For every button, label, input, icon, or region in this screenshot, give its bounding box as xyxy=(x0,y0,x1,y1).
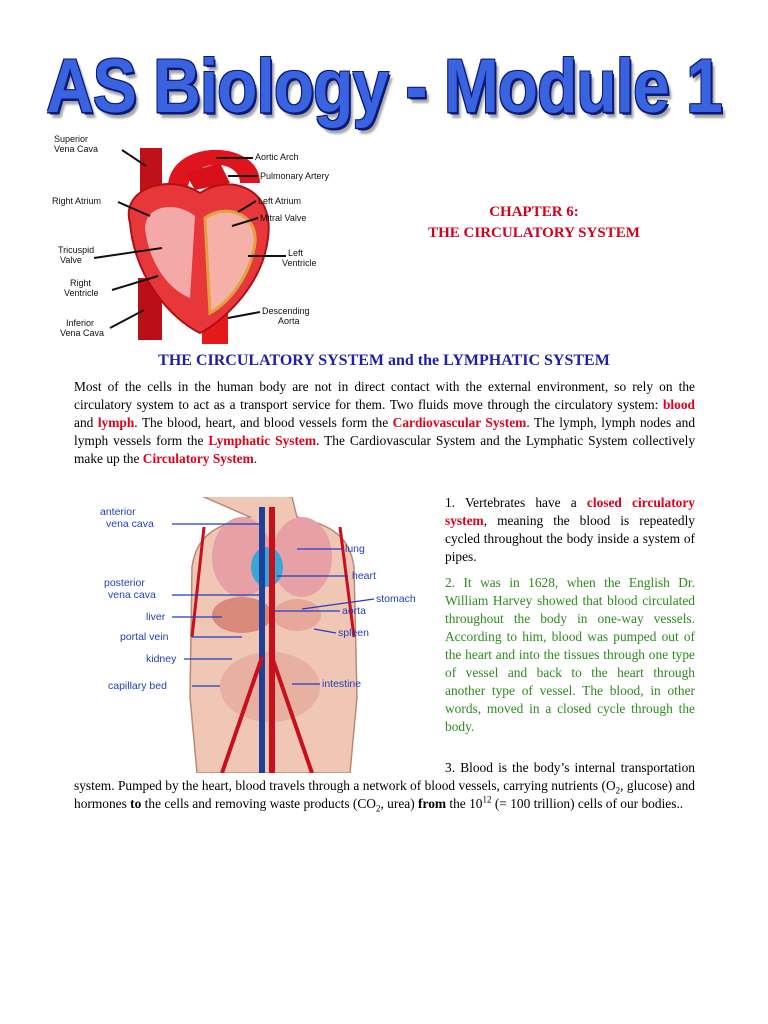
label-stomach: stomach xyxy=(376,593,416,605)
point-3-text-a: 3. Blood is the body’s internal transportation system. Pumped by the heart, blood travels through a network of blood vessels, carrying nutrients (O xyxy=(74,760,695,793)
chapter-number: CHAPTER 6: xyxy=(489,204,579,220)
point-3-text-d: , urea) xyxy=(380,796,419,811)
intro-text-4: . The Cardiovascular System and the Lymphatic System collectively make up the xyxy=(74,433,696,466)
label-inferior-vena-cava-2: Vena Cava xyxy=(60,328,105,338)
label-anterior-2: vena cava xyxy=(106,518,154,530)
body-circulation-diagram xyxy=(92,497,432,773)
label-left-ventricle-1: Left xyxy=(288,248,304,258)
label-posterior-2: vena cava xyxy=(108,589,156,601)
label-heart: heart xyxy=(352,570,376,582)
intro-text-3: . The lymph, lymph nodes and lymph vessels form the xyxy=(74,415,696,448)
point-3-text-b: , glucose) and hormones xyxy=(74,778,695,811)
point-1-text-a: 1. Vertebrates have a xyxy=(445,495,587,510)
label-liver: liver xyxy=(146,611,166,623)
label-portal-vein: portal vein xyxy=(120,631,169,643)
label-lung: lung xyxy=(345,543,365,555)
label-anterior-1: anterior xyxy=(100,506,136,518)
label-left-ventricle-2: Ventricle xyxy=(282,258,317,268)
intro-text-and: and xyxy=(74,415,98,430)
point-3-text-f: (= 100 trillion) cells of our bodies.. xyxy=(491,796,684,811)
stomach-shape xyxy=(273,599,321,631)
label-kidney: kidney xyxy=(146,653,177,665)
label-right-atrium: Right Atrium xyxy=(52,196,102,206)
label-superior-vena-cava-2: Vena Cava xyxy=(54,144,99,154)
o2-subscript: 2 xyxy=(615,785,621,796)
term-lymphatic-system: Lymphatic System xyxy=(208,433,317,448)
label-capillary-bed: capillary bed xyxy=(108,680,167,692)
chapter-title: THE CIRCULATORY SYSTEM xyxy=(428,225,640,241)
intro-text-5: . xyxy=(253,451,258,466)
point-3-text-c: the cells and removing waste products (CO xyxy=(141,796,376,811)
label-inferior-vena-cava-1: Inferior xyxy=(66,318,95,328)
term-closed-circulatory-system: closed circulatory system xyxy=(445,495,695,528)
co2-subscript: 2 xyxy=(375,803,381,814)
heart-shape xyxy=(251,547,283,587)
label-tricuspid-valve-2: Valve xyxy=(60,255,82,265)
term-blood: blood xyxy=(662,397,695,412)
term-cardiovascular-system: Cardiovascular System xyxy=(392,415,527,430)
bold-from: from xyxy=(418,796,447,811)
label-intestine: intestine xyxy=(322,678,362,690)
intro-text-2: . The blood, heart, and blood vessels form the xyxy=(134,415,393,430)
exponent-12: 12 xyxy=(482,794,492,805)
label-tricuspid-valve-1: Tricuspid xyxy=(58,245,95,255)
heart-diagram xyxy=(50,128,350,348)
point-3 xyxy=(74,759,695,813)
intro-text-1: Most of the cells in the human body are not in direct contact with the external environment, so rely on the circulatory system to act as a transport service for them. Two fluids move through the circulatory system: xyxy=(74,379,695,412)
label-right-ventricle-2: Ventricle xyxy=(64,288,99,298)
label-right-ventricle-1: Right xyxy=(70,278,92,288)
term-circulatory-system: Circulatory System xyxy=(142,451,254,466)
left-chamber-shape xyxy=(205,211,255,313)
label-spleen: spleen xyxy=(338,627,369,639)
point-1-text-b: , meaning the blood is repeatedly cycled throughout the body inside a system of pipes. xyxy=(445,513,695,564)
label-descending-aorta-1: Descending xyxy=(262,306,310,316)
point-3-text-e: the 10 xyxy=(446,796,483,811)
term-lymph: lymph xyxy=(97,415,135,430)
label-descending-aorta-2: Aorta xyxy=(278,316,300,326)
chapter-heading xyxy=(350,202,718,244)
label-superior-vena-cava-1: Superior xyxy=(54,134,89,144)
label-pulmonary-artery: Pulmonary Artery xyxy=(260,171,330,181)
label-posterior-1: posterior xyxy=(104,577,145,589)
label-left-atrium: Left Atrium xyxy=(258,196,302,206)
bold-to: to xyxy=(130,796,142,811)
left-lung-shape xyxy=(272,517,332,597)
section-heading: THE CIRCULATORY SYSTEM and the LYMPHATIC SYSTEM xyxy=(158,352,610,369)
point-2: 2. It was in 1628, when the English Dr. William Harvey showed that blood circulated throughout the body in one-way vessels. According to him, blood was pumped out of the heart and into the tissues through one type of vessel and back to the heart through another type of vessel. The blood, in other words, moved in a closed cycle through the body. xyxy=(445,575,695,734)
label-aorta: aorta xyxy=(342,605,366,617)
label-aortic-arch: Aortic Arch xyxy=(255,152,299,162)
label-mitral-valve: Mitral Valve xyxy=(260,213,307,223)
intro-paragraph xyxy=(74,378,695,468)
page-title: AS Biology - Module 1 xyxy=(46,43,722,129)
point-1 xyxy=(445,494,695,566)
